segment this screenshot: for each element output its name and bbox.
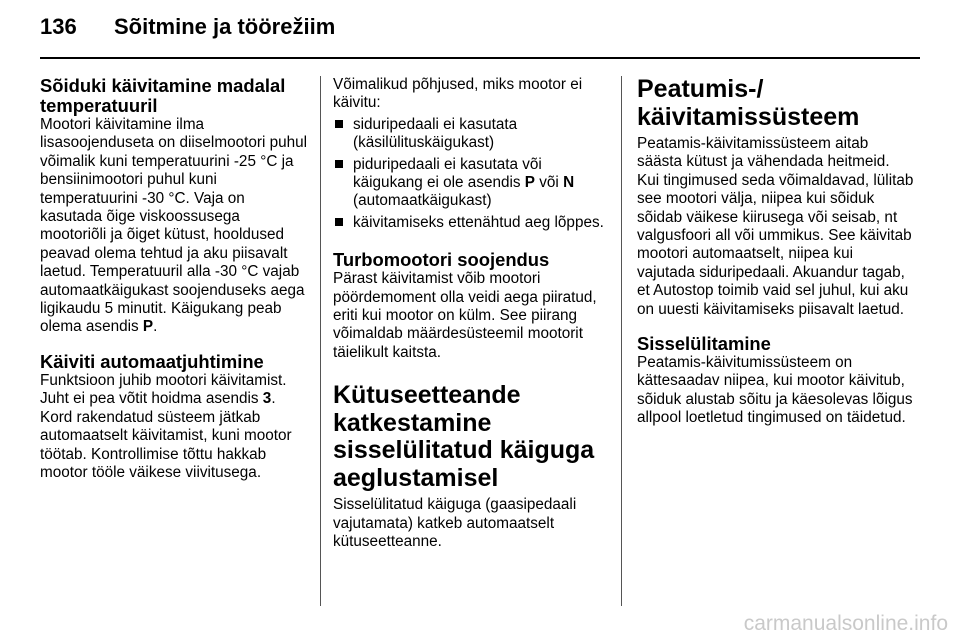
list-item: siduripedaali ei kasutata (käsilülituskäigukast) (333, 116, 605, 153)
section-body-cold-start: Mootori käivitamine ilma lisasoojenduseta on diiselmootori puhul võimalik kuni temperatuurini -25 °C ja bensiinimootori puhul kuni temperatuurini -30 °C. Vaja on kasutada õige viskoossusega mootoriõli ja õiget kütust, hooldused peavad olema tehtud ja aku piisavalt laetud. Temperatuuril alla -30 °C vajab automaatkäigukast soojenduseks aega ligikaudu 5 minutit. Käigukang peab olema asendis P. (40, 116, 308, 336)
bullet-square-icon (335, 160, 343, 168)
reasons-intro: Võimalikud põhjused, miks mootor ei käivitu: (333, 76, 583, 112)
section-heading-activation: Sisselülitamine (637, 333, 771, 355)
bullet-square-icon (335, 218, 343, 226)
section-heading-auto-starter: Käiviti automaatjuhtimine (40, 350, 264, 372)
section-body-fuel-cutoff: Sisselülitatud käiguga (gaasipedaali vajutamata) katkeb automaatselt kütuseetteanne. (333, 496, 577, 551)
column-2 (333, 76, 605, 552)
running-title: Sõitmine ja töörežiim (114, 14, 336, 39)
section-body-turbo-warmup: Pärast käivitamist võib mootori pöördemoment olla veidi aega piiratud, eriti kui mootor on külm. See piirang võimaldab määrdesüsteemil mootorit täielikult kaitsta. (333, 270, 597, 361)
page-header (40, 14, 920, 50)
section-heading-stop-start: Peatumis-/ käivitamissüsteem (637, 75, 860, 131)
bullet-square-icon (335, 120, 343, 128)
section-heading-fuel-cutoff: Kütuseetteande katkestamine sisselülitatud käiguga aeglustamisel (333, 381, 595, 492)
section-body-auto-starter: Funktsioon juhib mootori käivitamist. Juht ei pea võtit hoidma asendis 3. Kord rakendatud süsteem jätkab automaatselt käivitamist, kuni mootor töötab. Kontrollimise tõttu hakkab mootor tööle väikese viivitusega. (40, 371, 292, 481)
column-1 (40, 76, 310, 482)
list-item: käivitamiseks ettenähtud aeg lõppes. (333, 214, 605, 232)
list-item: piduripedaali ei kasutata või käigukang ei ole asendis P või N (automaatkäigukast) (333, 156, 605, 211)
reasons-list (333, 116, 605, 232)
section-body-stop-start: Peatamis-käivitamissüsteem aitab säästa kütust ja vähendada heitmeid. Kui tingimused seda võimaldavad, lülitab see mootori välja, niipea kui sõiduk sõidab väikese kiirusega või seisab, nt valgusfoori all või ummikus. See käivitab mootori automaatselt, niipea kui vajutada siduripedaali. Akuandur tagab, et Autostop toimib vaid sel juhul, kui aku on uuesti käivitamiseks piisavalt laetud. (637, 135, 914, 318)
header-rule (40, 57, 920, 59)
watermark-text: carmanualsonline.info (743, 612, 948, 635)
column-divider-2 (621, 76, 622, 606)
column-3 (637, 76, 915, 428)
section-heading-cold-start: Sõiduki käivitamine madalal temperatuuril (40, 75, 286, 116)
column-divider-1 (320, 76, 321, 606)
page-number: 136 (40, 14, 77, 39)
section-heading-turbo-warmup: Turbomootori soojendus (333, 249, 550, 271)
section-body-activation: Peatamis-käivitumissüsteem on kättesaadav niipea, kui mootor käivitub, sõiduk alustab sõitu ja käesolevas lõigus allpool loetletud tingimused on täidetud. (637, 354, 913, 427)
